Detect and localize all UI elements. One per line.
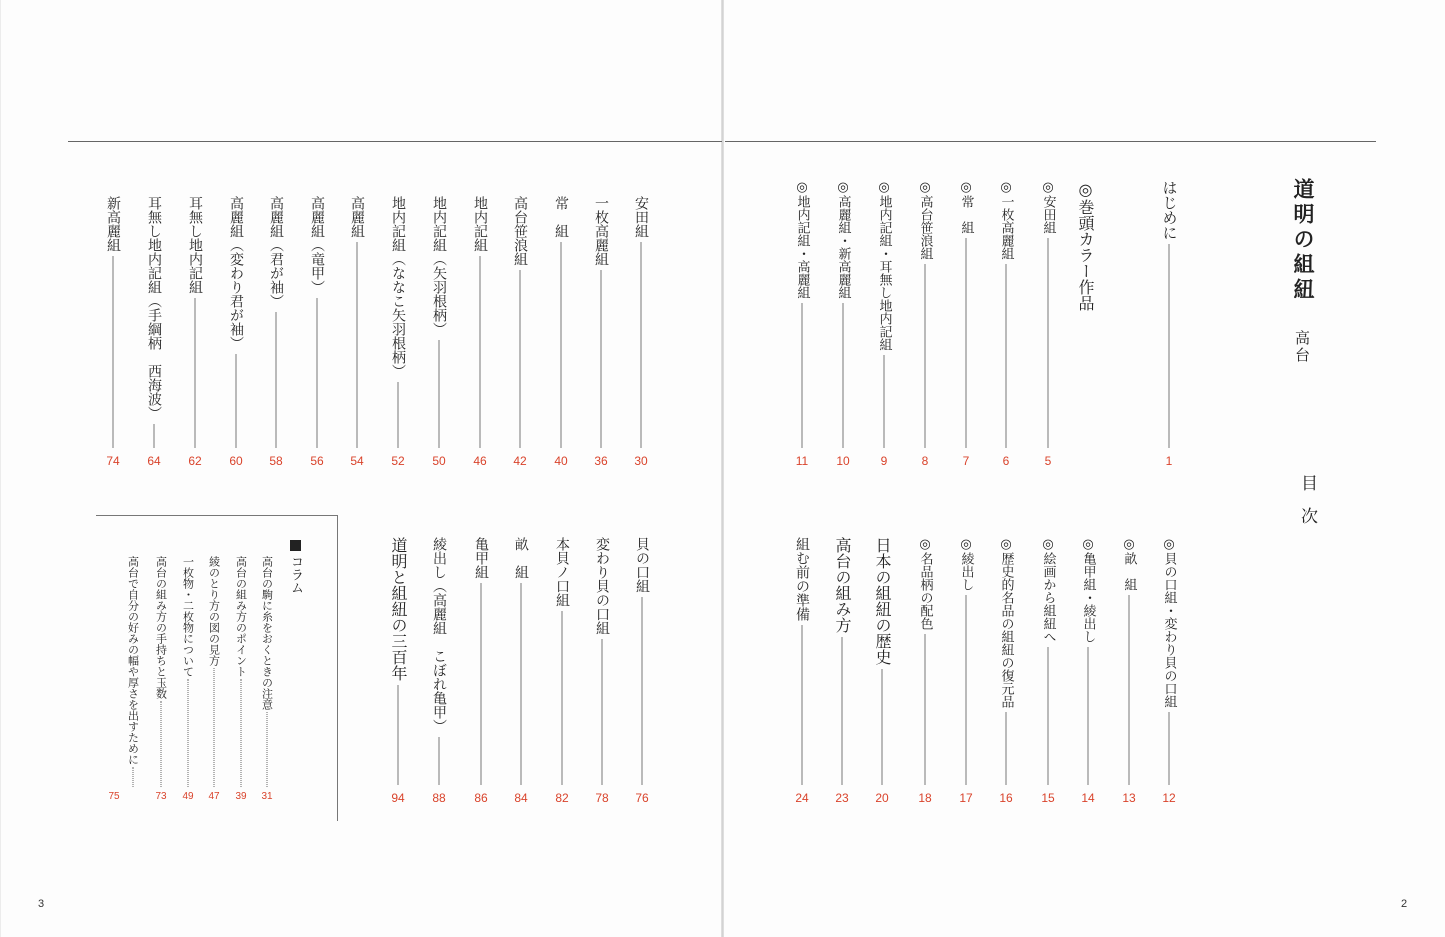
column-page-number: 39 bbox=[235, 791, 247, 802]
column-page-number: 73 bbox=[155, 791, 167, 802]
leader-line bbox=[602, 639, 603, 785]
leader-line bbox=[802, 625, 803, 785]
toc-entry-title: 道明と組紐の三百年 bbox=[389, 537, 408, 681]
toc-entry[interactable] bbox=[508, 196, 532, 470]
toc-page-number: 94 bbox=[391, 791, 405, 805]
toc-entry[interactable] bbox=[629, 196, 653, 470]
toc-entry[interactable] bbox=[630, 537, 654, 807]
leader-line bbox=[561, 242, 562, 448]
toc-entry[interactable] bbox=[1076, 537, 1100, 807]
leader-line bbox=[641, 242, 642, 448]
toc-page-number: 50 bbox=[432, 454, 446, 468]
dotted-leader bbox=[188, 679, 189, 787]
toc-entry-title: ◎一枚高麗組 bbox=[998, 180, 1014, 260]
toc-page-number: 84 bbox=[514, 791, 528, 805]
column-entry-title: 綾のとり方の図の見方 bbox=[207, 556, 221, 666]
leader-line bbox=[642, 597, 643, 785]
toc-entry-title: 高麗組（変わり君が袖） bbox=[228, 196, 244, 350]
toc-page-number: 10 bbox=[836, 454, 850, 468]
toc-entry-title: 高麗組（竜甲） bbox=[309, 196, 325, 294]
toc-page-number: 8 bbox=[921, 454, 929, 468]
leader-line bbox=[884, 355, 885, 448]
dotted-leader bbox=[241, 679, 242, 787]
toc-entry-title: 地内記組（ななこ矢羽根柄） bbox=[390, 196, 406, 378]
toc-entry-title: 綾出し（高麗組 こぼれ亀甲） bbox=[431, 537, 447, 733]
toc-entry[interactable] bbox=[1073, 180, 1097, 470]
toc-entry[interactable] bbox=[468, 196, 492, 470]
toc-page-number: 88 bbox=[432, 791, 446, 805]
toc-page-number: 15 bbox=[1041, 791, 1055, 805]
toc-page-number: 20 bbox=[875, 791, 889, 805]
toc-entry[interactable] bbox=[872, 180, 896, 470]
toc-entry[interactable] bbox=[469, 537, 493, 807]
leader-line bbox=[113, 256, 114, 448]
leader-line bbox=[601, 270, 602, 448]
toc-page-number: 42 bbox=[513, 454, 527, 468]
toc-entry-title: 貝の口組 bbox=[634, 537, 650, 593]
toc-entry-title: ◎安田組 bbox=[1040, 180, 1056, 234]
toc-entry-title: 畝 組 bbox=[513, 537, 529, 579]
dotted-leader bbox=[214, 668, 215, 787]
toc-page-number: 30 bbox=[634, 454, 648, 468]
leader-line bbox=[439, 737, 440, 785]
toc-entry[interactable] bbox=[101, 196, 125, 470]
toc-entry-title: ◎高台笹浪組 bbox=[917, 180, 933, 260]
toc-page-number: 7 bbox=[962, 454, 970, 468]
toc-entry-title: 一枚高麗組 bbox=[593, 196, 609, 266]
leader-line bbox=[276, 312, 277, 448]
toc-entry-title: 亀甲組 bbox=[473, 537, 489, 579]
toc-entry-title: ◎歴史的名品の組紐の復元品 bbox=[998, 537, 1014, 708]
leader-line bbox=[195, 298, 196, 448]
right-header-rule bbox=[725, 141, 1376, 142]
toc-entry-title: 新高麗組 bbox=[105, 196, 121, 252]
toc-entry[interactable] bbox=[831, 180, 855, 470]
toc-entry[interactable] bbox=[183, 196, 207, 470]
toc-entry[interactable] bbox=[913, 537, 937, 807]
left-header-rule bbox=[68, 141, 722, 142]
toc-entry[interactable] bbox=[589, 196, 613, 470]
column-entry[interactable] bbox=[258, 556, 276, 805]
toc-entry[interactable] bbox=[264, 196, 288, 470]
leader-line bbox=[925, 634, 926, 785]
toc-entry[interactable] bbox=[509, 537, 533, 807]
toc-entry[interactable] bbox=[590, 537, 614, 807]
leader-line bbox=[398, 382, 399, 448]
toc-page-number: 74 bbox=[106, 454, 120, 468]
toc-entry[interactable] bbox=[427, 537, 451, 807]
leader-line bbox=[1169, 244, 1170, 448]
leader-line bbox=[843, 303, 844, 448]
toc-page-number: 16 bbox=[999, 791, 1013, 805]
leader-line bbox=[154, 424, 155, 448]
column-page-number: 49 bbox=[182, 791, 194, 802]
toc-entry[interactable] bbox=[830, 537, 854, 807]
toc-page-number: 62 bbox=[188, 454, 202, 468]
toc-page-number: 52 bbox=[391, 454, 405, 468]
toc-entry-title: ◎地内記組・高麗組 bbox=[794, 180, 810, 299]
toc-entry-title: 高台の組み方 bbox=[833, 537, 852, 633]
leader-line bbox=[1048, 238, 1049, 448]
toc-entry-title: ◎畝 組 bbox=[1121, 537, 1137, 591]
column-entry[interactable] bbox=[179, 556, 197, 805]
toc-page-number: 24 bbox=[795, 791, 809, 805]
toc-entry[interactable] bbox=[954, 180, 978, 470]
leader-line bbox=[481, 583, 482, 785]
column-page-number: 47 bbox=[208, 791, 220, 802]
toc-entry-title: 日本の組紐の歴史 bbox=[873, 537, 892, 665]
toc-page-number: 11 bbox=[795, 454, 809, 468]
toc-page-number: 76 bbox=[635, 791, 649, 805]
book-subtitle: 高台 bbox=[1293, 330, 1311, 364]
right-folio: 2 bbox=[1401, 898, 1408, 910]
toc-entry-title: 高台笹浪組 bbox=[512, 196, 528, 266]
toc-entry-title: ◎貝の口組・変わり貝の口組 bbox=[1161, 537, 1177, 708]
column-entry[interactable] bbox=[152, 556, 170, 805]
column-entry-title: 一枚物・二枚物について bbox=[181, 556, 195, 677]
toc-entry-title: ◎綾出し bbox=[958, 537, 974, 591]
toc-entry-title: ◎絵画から組紐へ bbox=[1040, 537, 1056, 643]
toc-entry-title: はじめに bbox=[1160, 180, 1179, 240]
leader-line bbox=[1169, 712, 1170, 785]
dotted-leader bbox=[267, 712, 268, 787]
toc-page-number: 64 bbox=[147, 454, 161, 468]
toc-entry[interactable] bbox=[994, 537, 1018, 807]
toc-page-number: 40 bbox=[554, 454, 568, 468]
column-entry[interactable] bbox=[124, 556, 142, 805]
toc-entry-title: 高麗組（君が袖） bbox=[268, 196, 284, 308]
leader-line bbox=[439, 340, 440, 448]
toc-page-number: 9 bbox=[880, 454, 888, 468]
toc-page-number: 36 bbox=[594, 454, 608, 468]
leader-line bbox=[520, 270, 521, 448]
toc-entry[interactable] bbox=[224, 196, 248, 470]
toc-page-number: 14 bbox=[1081, 791, 1095, 805]
toc-entry-title: 地内記組（矢羽根柄） bbox=[431, 196, 447, 336]
leader-line bbox=[925, 264, 926, 448]
leader-line bbox=[802, 303, 803, 448]
leader-line bbox=[398, 685, 399, 785]
column-entry[interactable] bbox=[205, 556, 223, 805]
toc-page-number: 54 bbox=[350, 454, 364, 468]
toc-entry-title: 耳無し地内記組（手綱柄 西海波） bbox=[146, 196, 162, 420]
toc-page-number: 56 bbox=[310, 454, 324, 468]
toc-entry[interactable] bbox=[386, 537, 410, 807]
toc-entry[interactable] bbox=[549, 196, 573, 470]
leader-line bbox=[842, 637, 843, 785]
toc-entry-title: 地内記組 bbox=[472, 196, 488, 252]
leader-line bbox=[1006, 712, 1007, 785]
toc-entry[interactable] bbox=[954, 537, 978, 807]
toc-page-number: 18 bbox=[918, 791, 932, 805]
toc-page-number: 46 bbox=[473, 454, 487, 468]
toc-entry[interactable] bbox=[790, 180, 814, 470]
column-entry-title: 高台の組み方のポイント bbox=[234, 556, 248, 677]
toc-entry-title: ◎名品柄の配色 bbox=[917, 537, 933, 630]
toc-entry-title: 変わり貝の口組 bbox=[594, 537, 610, 635]
left-page-edge bbox=[0, 0, 1, 937]
toc-entry-title: 組む前の準備 bbox=[794, 537, 810, 621]
toc-page-number: 6 bbox=[1002, 454, 1010, 468]
toc-page-number: 23 bbox=[835, 791, 849, 805]
leader-line bbox=[521, 583, 522, 785]
toc-page-number: 13 bbox=[1122, 791, 1136, 805]
leader-line bbox=[562, 611, 563, 785]
leader-line bbox=[236, 354, 237, 448]
column-page-number: 31 bbox=[261, 791, 273, 802]
toc-entry-title: 常 組 bbox=[553, 196, 569, 238]
toc-page-number: 12 bbox=[1162, 791, 1176, 805]
toc-entry-title: ◎巻頭カラー作品 bbox=[1076, 180, 1095, 311]
toc-entry-title: ◎亀甲組・綾出し bbox=[1080, 537, 1096, 643]
toc-page-number: 78 bbox=[595, 791, 609, 805]
toc-entry[interactable] bbox=[994, 180, 1018, 470]
toc-entry[interactable] bbox=[790, 537, 814, 807]
column-entry[interactable] bbox=[232, 556, 250, 805]
toc-entry[interactable] bbox=[386, 196, 410, 470]
toc-entry-title: ◎常 組 bbox=[958, 180, 974, 234]
toc-entry-title: ◎地内記組・耳無し地内記組 bbox=[876, 180, 892, 351]
toc-entry[interactable] bbox=[1117, 537, 1141, 807]
leader-line bbox=[966, 238, 967, 448]
toc-entry[interactable] bbox=[1036, 537, 1060, 807]
leader-line bbox=[1088, 647, 1089, 785]
toc-entry-title: ◎高麗組・新高麗組 bbox=[835, 180, 851, 299]
leader-line bbox=[357, 242, 358, 448]
left-folio: 3 bbox=[38, 898, 45, 910]
toc-entry-title: 高麗組 bbox=[349, 196, 365, 238]
toc-entry[interactable] bbox=[345, 196, 369, 470]
leader-line bbox=[317, 298, 318, 448]
toc-page-number: 86 bbox=[474, 791, 488, 805]
toc-heading: 目次 bbox=[1297, 474, 1317, 540]
toc-page-number: 5 bbox=[1044, 454, 1052, 468]
toc-entry-title: 耳無し地内記組 bbox=[187, 196, 203, 294]
dotted-leader bbox=[161, 701, 162, 787]
column-heading bbox=[286, 540, 305, 594]
toc-page-number: 58 bbox=[269, 454, 283, 468]
leader-line bbox=[1006, 264, 1007, 448]
column-heading-label: コラム bbox=[288, 555, 303, 594]
leader-line bbox=[966, 595, 967, 785]
column-page-number-wrap bbox=[105, 791, 123, 805]
toc-page-number: 82 bbox=[555, 791, 569, 805]
toc-page-number: 60 bbox=[229, 454, 243, 468]
toc-entry[interactable] bbox=[550, 537, 574, 807]
leader-line bbox=[1048, 647, 1049, 785]
toc-entry[interactable] bbox=[305, 196, 329, 470]
square-bullet-icon bbox=[290, 540, 301, 551]
toc-entry[interactable] bbox=[1157, 180, 1181, 470]
toc-page-number: 17 bbox=[959, 791, 973, 805]
dotted-leader bbox=[133, 767, 134, 787]
column-page-number: 75 bbox=[108, 791, 120, 802]
toc-entry[interactable] bbox=[913, 180, 937, 470]
toc-entry[interactable] bbox=[1036, 180, 1060, 470]
toc-entry[interactable] bbox=[142, 196, 166, 470]
toc-entry[interactable] bbox=[1157, 537, 1181, 807]
column-entry-title: 高台の組み方の手持ちと玉数 bbox=[154, 556, 168, 699]
toc-entry-title: 安田組 bbox=[633, 196, 649, 238]
column-entry-title: 高台で自分の好みの幅や厚さを出すために bbox=[126, 556, 140, 765]
book-title: 道明の組紐 bbox=[1291, 178, 1316, 303]
toc-entry[interactable] bbox=[427, 196, 451, 470]
leader-line bbox=[480, 256, 481, 448]
toc-entry-title: 本貝ノ口組 bbox=[554, 537, 570, 607]
leader-line bbox=[882, 669, 883, 785]
leader-line bbox=[1129, 595, 1130, 785]
toc-page-number: 1 bbox=[1165, 454, 1173, 468]
toc-entry[interactable] bbox=[870, 537, 894, 807]
column-entry-title: 高台の駒に糸をおくときの注意 bbox=[260, 556, 274, 710]
